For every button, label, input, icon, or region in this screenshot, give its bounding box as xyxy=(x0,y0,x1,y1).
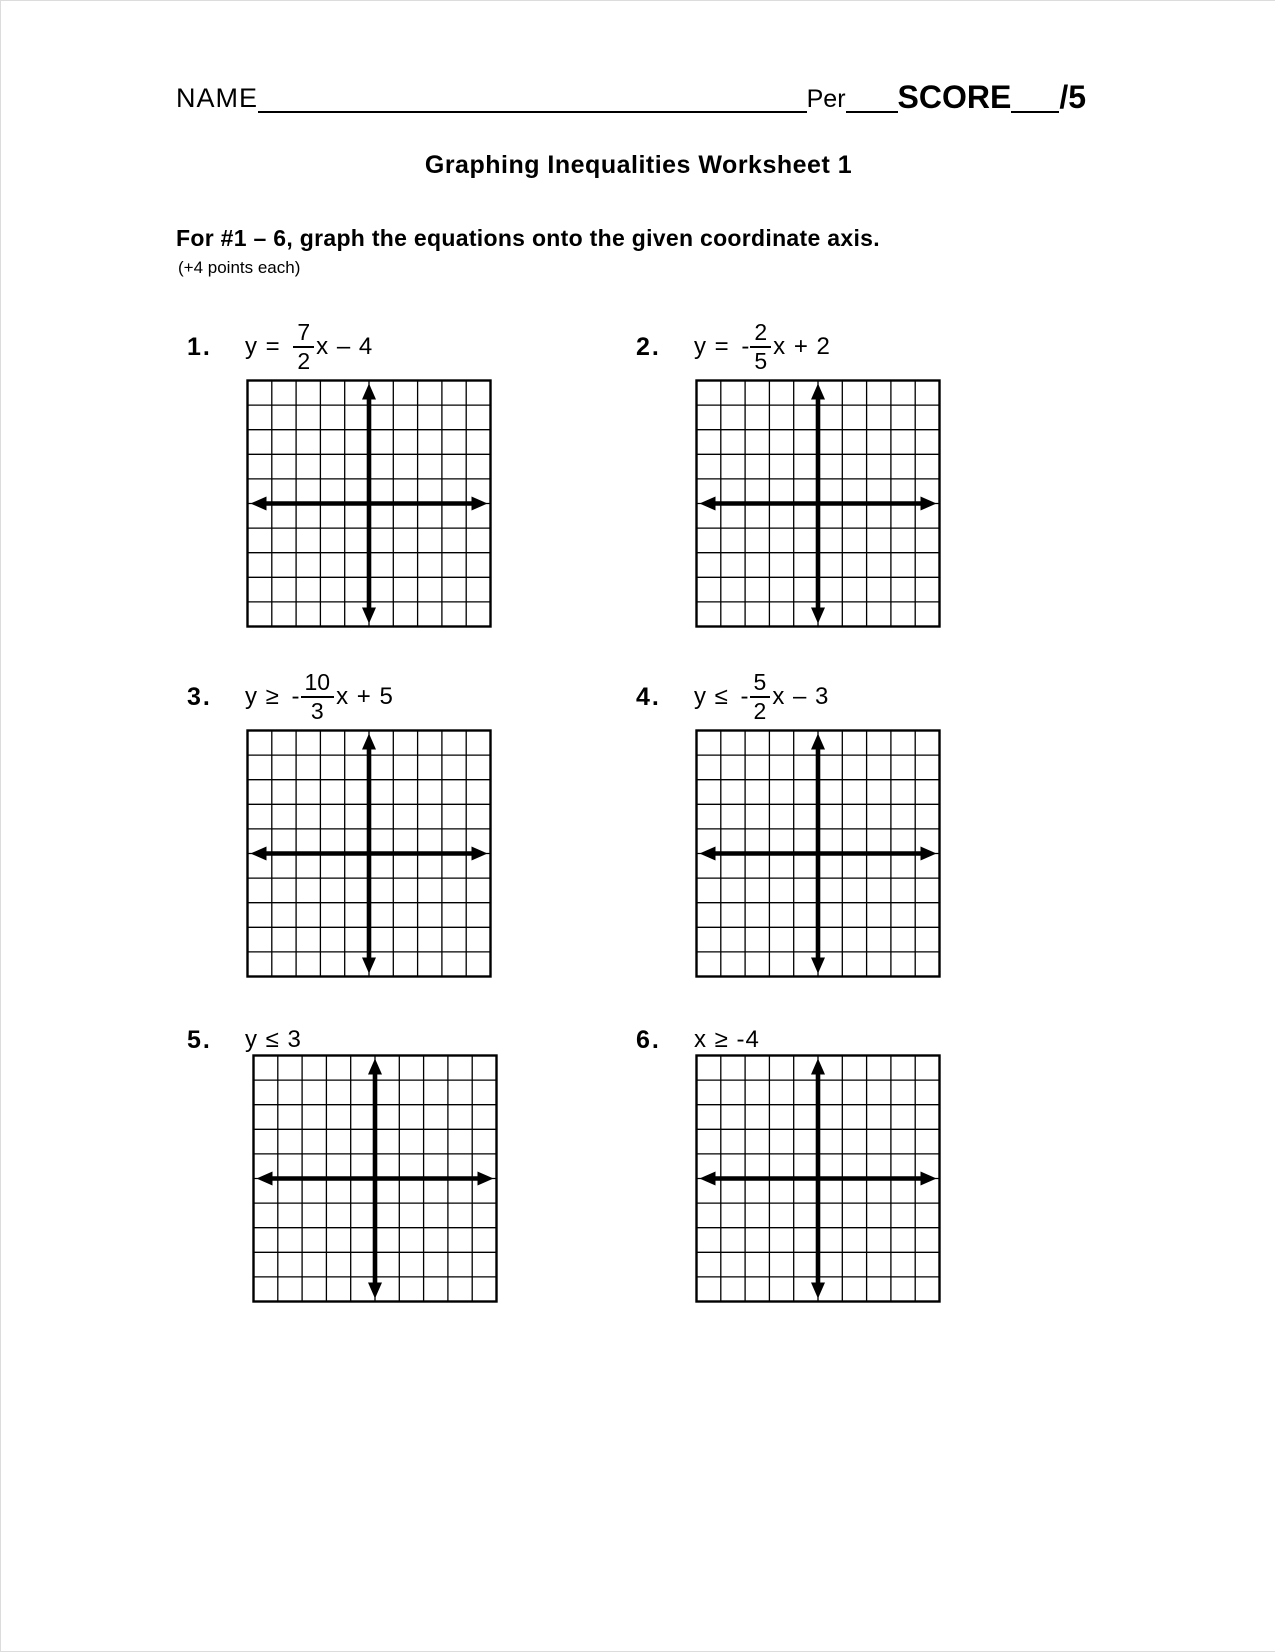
fraction xyxy=(293,320,314,374)
fraction-denominator: 2 xyxy=(753,698,767,724)
fraction xyxy=(750,670,771,724)
score-denominator: /5 xyxy=(1059,79,1086,115)
problem-3-equation xyxy=(187,669,394,725)
page-title: Graphing Inequalities Worksheet 1 xyxy=(424,151,853,179)
score-blank-line xyxy=(1011,110,1059,113)
fraction-numerator: 2 xyxy=(750,320,771,348)
equation-tail: x – 3 xyxy=(772,683,830,710)
fraction-numerator: 5 xyxy=(750,670,771,698)
problem-number: 4. xyxy=(636,682,661,711)
name-blank-line xyxy=(258,110,807,113)
problem-4-equation xyxy=(636,669,829,725)
negative-sign: - xyxy=(741,333,750,360)
equation-lead: y = xyxy=(245,333,289,360)
fraction-denominator: 3 xyxy=(310,698,324,724)
coordinate-grid-5 xyxy=(252,1054,498,1303)
fraction-denominator: 2 xyxy=(297,348,311,374)
coordinate-grid-3 xyxy=(246,729,492,978)
negative-sign: - xyxy=(291,683,300,710)
problem-number: 3. xyxy=(187,682,212,711)
equation-lead: y ≤ 3 xyxy=(245,1026,302,1053)
equation-tail: x + 5 xyxy=(336,683,394,710)
fraction xyxy=(301,670,335,724)
instructions-heading: For #1 – 6, graph the equations onto the given coordinate axis. xyxy=(176,225,880,251)
problem-5-equation xyxy=(187,1023,309,1057)
name-label: NAME xyxy=(176,83,259,113)
equation-lead: y = xyxy=(694,333,738,360)
problem-6-equation xyxy=(636,1023,767,1057)
fraction xyxy=(750,320,771,374)
fraction-denominator: 5 xyxy=(754,348,768,374)
per-blank-line xyxy=(846,110,898,113)
instructions-points-note: (+4 points each) xyxy=(178,258,301,277)
fraction-numerator: 7 xyxy=(293,320,314,348)
equation-tail: x + 2 xyxy=(773,333,831,360)
coordinate-grid-2 xyxy=(695,379,941,628)
per-label: Per xyxy=(806,85,846,113)
coordinate-grid-4 xyxy=(695,729,941,978)
equation-lead: x ≥ -4 xyxy=(694,1026,760,1053)
problem-number: 5. xyxy=(187,1025,212,1054)
score-label: SCORE xyxy=(897,79,1012,115)
header xyxy=(176,75,1086,113)
fraction-numerator: 10 xyxy=(301,670,335,698)
problem-1-equation xyxy=(187,319,373,375)
coordinate-grid-6 xyxy=(695,1054,941,1303)
equation-lead: y ≥ xyxy=(245,683,288,710)
problem-number: 6. xyxy=(636,1025,661,1054)
coordinate-grid-1 xyxy=(246,379,492,628)
problem-number: 2. xyxy=(636,332,661,361)
equation-lead: y ≤ xyxy=(694,683,737,710)
problem-2-equation xyxy=(636,319,831,375)
problem-number: 1. xyxy=(187,332,212,361)
negative-sign: - xyxy=(740,683,749,710)
equation-tail: x – 4 xyxy=(316,333,374,360)
